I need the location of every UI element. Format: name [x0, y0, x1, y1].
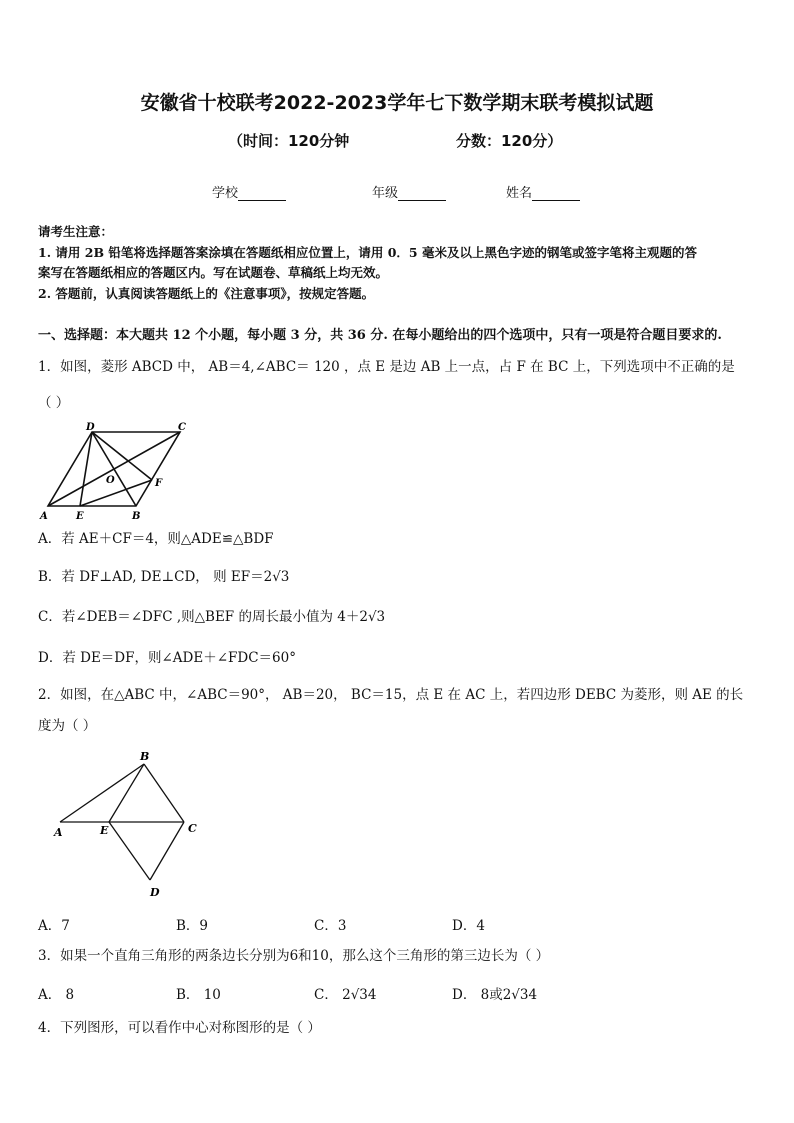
q1-label-a: A	[40, 511, 48, 522]
q1-label-d: D	[86, 422, 95, 433]
q2-label-c: C	[188, 822, 197, 835]
q2-option-d: D．4	[452, 918, 485, 934]
q2-option-a: A．7	[38, 918, 70, 934]
notice-line-3: 2. 答题前，认真阅读答题纸上的《注意事项》，按规定答题。	[38, 286, 375, 301]
q1-label-b: B	[132, 511, 141, 522]
q1-label-f: F	[155, 478, 163, 489]
school-label: 学校	[212, 186, 239, 201]
notice-line-1: 1. 请用 2B 铅笔将选择题答案涂填在答题纸相应位置上，请用 0．5 毫米及以上黑色字迹的钢笔或签字笔将主观题的答	[38, 245, 697, 260]
q2-label-a: A	[54, 826, 63, 839]
q2-label-b: B	[140, 750, 150, 763]
q3-option-d: D． 8或2√34	[452, 987, 538, 1003]
notice-heading: 请考生注意：	[38, 224, 114, 239]
q2-label-e: E	[100, 824, 109, 837]
q1-option-a: A．若 AE＋CF＝4，则△ADE≌△BDF	[38, 531, 274, 547]
q2-stem: 2．如图，在△ABC 中，∠ABC＝90°， AB＝20， BC＝15，点 E 在 AC 上，若四边形 DEBC 为菱形，则 AE 的长	[38, 687, 744, 703]
q1-option-b: B．若 DF⊥AD, DE⊥CD， 则 EF＝2√3	[38, 569, 290, 585]
name-label: 姓名	[506, 186, 533, 201]
q2-stem-cont: 度为（ ）	[38, 718, 97, 734]
total-score: 分数：120分）	[456, 132, 563, 150]
q1-option-c: C．若∠DEB＝∠DFC ,则△BEF 的周长最小值为 4＋2√3	[38, 609, 386, 625]
q1-label-c: C	[178, 422, 186, 433]
page-title: 安徽省十校联考2022-2023学年七下数学期末联考模拟试题	[140, 92, 654, 114]
time-limit: （时间：120分钟	[228, 132, 350, 150]
name-field	[506, 182, 580, 201]
q2-triangle-figure	[46, 748, 216, 904]
q3-option-a: A． 8	[38, 987, 75, 1003]
q4-stem: 4．下列图形，可以看作中心对称图形的是（ ）	[38, 1020, 321, 1036]
q1-paren: （ ）	[38, 395, 70, 411]
notice-line-2: 案写在答题纸相应的答题区内。写在试题卷、草稿纸上均无效。	[38, 265, 389, 280]
grade-field	[372, 182, 446, 201]
school-field	[212, 182, 286, 201]
q3-option-b: B． 10	[176, 987, 221, 1003]
q2-label-d: D	[150, 886, 160, 899]
q3-stem: 3．如果一个直角三角形的两条边长分别为6和10，那么这个三角形的第三边长为（ ）	[38, 948, 550, 964]
q1-stem: 1．如图，菱形 ABCD 中， AB＝4,∠ABC＝ 120 ，点 E 是边 AB 上一点，占 F 在 BC 上，下列选项中不正确的是	[38, 359, 735, 375]
q1-label-o: O	[106, 475, 115, 486]
section-heading: 一、选择题：本大题共 12 个小题，每小题 3 分，共 36 分. 在每小题给出的四个选项中，只有一项是符合题目要求的.	[38, 328, 722, 343]
q1-rhombus-figure	[36, 420, 196, 522]
q3-option-c: C． 2√34	[314, 987, 377, 1003]
q1-option-d: D．若 DE＝DF，则∠ADE＋∠FDC＝60°	[38, 650, 296, 666]
grade-label: 年级	[372, 186, 399, 201]
q1-label-e: E	[76, 511, 84, 522]
q2-option-b: B．9	[176, 918, 209, 934]
q2-option-c: C．3	[314, 918, 347, 934]
